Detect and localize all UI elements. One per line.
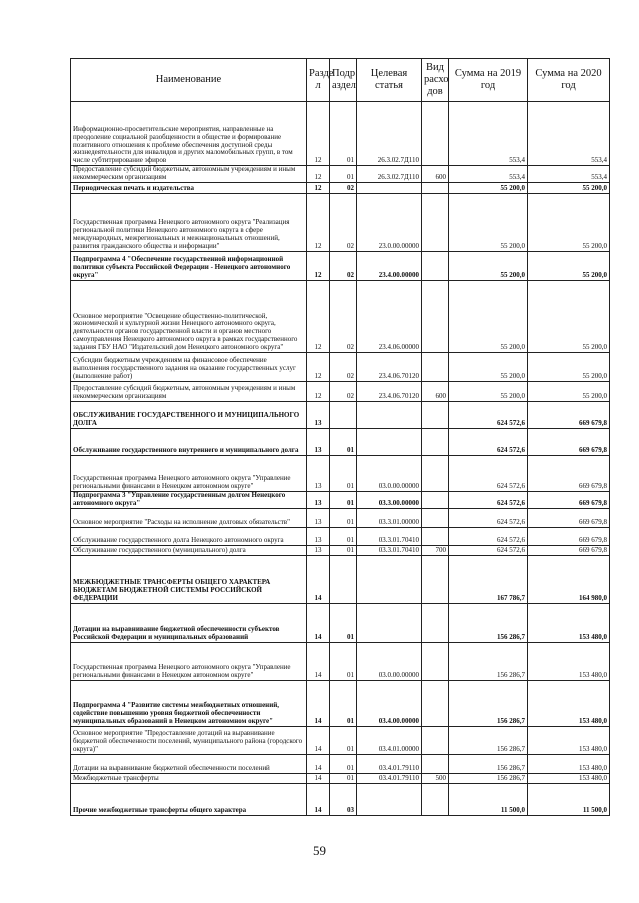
cell-name: Обслуживание государственного долга Ненецкого автономного округа [71, 527, 307, 545]
table-row [71, 102, 610, 166]
cell-target [357, 182, 422, 193]
header-sum-2020: Сумма на 2020 год [528, 59, 610, 102]
cell-target: 23.4.06.70120 [357, 381, 422, 401]
cell-subsection: 02 [330, 280, 357, 352]
cell-section: 13 [307, 545, 330, 555]
cell-expense-type: 500 [422, 773, 449, 783]
cell-name: Основное мероприятие "Предоставление дотаций на выравнивание бюджетной обеспеченности поселений, муниципального района (городского округа)" [71, 726, 307, 754]
cell-sum-2020: 553,4 [528, 166, 610, 183]
cell-name: Межбюджетные трансферты [71, 773, 307, 783]
cell-target: 23.0.00.00000 [357, 193, 422, 251]
cell-sum-2019: 624 572,6 [449, 527, 528, 545]
cell-expense-type [422, 428, 449, 455]
cell-subsection: 02 [330, 251, 357, 280]
cell-target [357, 603, 422, 642]
cell-target: 03.4.01.79110 [357, 773, 422, 783]
cell-sum-2020: 669 679,8 [528, 508, 610, 527]
cell-expense-type [422, 680, 449, 726]
cell-expense-type [422, 783, 449, 815]
header-subsection: Подр аздел [330, 59, 357, 102]
cell-section: 12 [307, 182, 330, 193]
cell-expense-type [422, 455, 449, 491]
cell-expense-type [422, 352, 449, 381]
cell-subsection: 01 [330, 773, 357, 783]
cell-name: МЕЖБЮДЖЕТНЫЕ ТРАНСФЕРТЫ ОБЩЕГО ХАРАКТЕРА БЮДЖЕТАМ БЮДЖЕТНОЙ СИСТЕМЫ РОССИЙСКОЙ ФЕДЕРАЦИИ [71, 555, 307, 603]
page-number: 59 [313, 843, 326, 858]
cell-target: 23.4.06.00000 [357, 280, 422, 352]
cell-name: Предоставление субсидий бюджетным, автономным учреждениям и иным некоммерческим организациям [71, 381, 307, 401]
cell-section: 13 [307, 508, 330, 527]
cell-subsection: 01 [330, 455, 357, 491]
cell-sum-2020: 55 200,0 [528, 182, 610, 193]
cell-sum-2020: 669 679,8 [528, 401, 610, 428]
cell-section: 12 [307, 193, 330, 251]
cell-section: 12 [307, 280, 330, 352]
cell-target: 03.4.01.00000 [357, 726, 422, 754]
cell-section: 12 [307, 251, 330, 280]
cell-section: 13 [307, 527, 330, 545]
table-row [71, 491, 610, 508]
cell-sum-2020: 153 480,0 [528, 642, 610, 680]
cell-section: 13 [307, 455, 330, 491]
cell-expense-type [422, 491, 449, 508]
cell-subsection: 01 [330, 754, 357, 773]
cell-sum-2019: 624 572,6 [449, 491, 528, 508]
header-expense-type: Вид расхо дов [422, 59, 449, 102]
cell-sum-2020: 55 200,0 [528, 193, 610, 251]
table-row [71, 193, 610, 251]
table-row [71, 508, 610, 527]
table-row [71, 603, 610, 642]
cell-target: 03.3.01.70410 [357, 527, 422, 545]
cell-name: Основное мероприятие "Расходы на исполнение долговых обязательств" [71, 508, 307, 527]
cell-section: 13 [307, 401, 330, 428]
cell-subsection: 03 [330, 783, 357, 815]
cell-subsection: 01 [330, 603, 357, 642]
cell-section: 14 [307, 555, 330, 603]
cell-expense-type [422, 102, 449, 166]
cell-sum-2020: 669 679,8 [528, 527, 610, 545]
cell-sum-2019: 55 200,0 [449, 280, 528, 352]
cell-name: Подпрограмма 3 "Управление государственным долгом Ненецкого автономного округа" [71, 491, 307, 508]
cell-sum-2020: 55 200,0 [528, 352, 610, 381]
table-row [71, 166, 610, 183]
cell-subsection: 01 [330, 428, 357, 455]
cell-subsection: 01 [330, 527, 357, 545]
cell-name: Государственная программа Ненецкого автономного округа "Управление региональными финансами в Ненецком автономном округе" [71, 642, 307, 680]
cell-subsection: 01 [330, 642, 357, 680]
table-row [71, 773, 610, 783]
table-row [71, 527, 610, 545]
cell-sum-2020: 164 980,0 [528, 555, 610, 603]
table-row [71, 783, 610, 815]
cell-subsection: 01 [330, 726, 357, 754]
table-row [71, 754, 610, 773]
cell-section: 12 [307, 381, 330, 401]
header-target: Целевая статья [357, 59, 422, 102]
cell-sum-2020: 11 500,0 [528, 783, 610, 815]
cell-sum-2019: 156 286,7 [449, 754, 528, 773]
cell-name: ОБСЛУЖИВАНИЕ ГОСУДАРСТВЕННОГО И МУНИЦИПАЛЬНОГО ДОЛГА [71, 401, 307, 428]
cell-expense-type: 600 [422, 166, 449, 183]
cell-target: 26.3.02.7Д110 [357, 102, 422, 166]
table-header-row [71, 59, 610, 102]
cell-subsection: 01 [330, 491, 357, 508]
cell-sum-2020: 153 480,0 [528, 680, 610, 726]
cell-sum-2020: 55 200,0 [528, 251, 610, 280]
cell-sum-2019: 55 200,0 [449, 251, 528, 280]
table-row [71, 545, 610, 555]
table-row [71, 555, 610, 603]
cell-sum-2019: 156 286,7 [449, 680, 528, 726]
table-row [71, 642, 610, 680]
cell-expense-type [422, 555, 449, 603]
cell-expense-type [422, 401, 449, 428]
table-row [71, 726, 610, 754]
cell-name: Субсидии бюджетным учреждениям на финансовое обеспечение выполнения государственного задания на оказание государственных услуг (выполнение работ) [71, 352, 307, 381]
table-row [71, 381, 610, 401]
cell-expense-type [422, 527, 449, 545]
cell-name: Основное мероприятие "Освещение общественно-политической, экономической и культурной жизни Ненецкого автономного округа, деятельности органов государственной власти и органов местного самоуправления Ненецкого автономного округа в рамках государственного задания ГБУ НАО "Издательский дом Ненецкого автономного округа" [71, 280, 307, 352]
cell-name: Периодическая печать и издательства [71, 182, 307, 193]
cell-name: Информационно-просветительские мероприятия, направленные на преодоление социальной разобщенности в обществе и формирование позитивного отношения к проблеме обеспечения доступной среды жизнедеятельности для инвалидов и других маломобильных групп, в том числе субтитрирование эфиров [71, 102, 307, 166]
table-row [71, 280, 610, 352]
cell-name: Государственная программа Ненецкого автономного округа "Реализация региональной политики Ненецкого автономного округа в сфере международных, межрегиональных и межнациональных отношений, развития гражданского общества и информации" [71, 193, 307, 251]
cell-expense-type: 600 [422, 381, 449, 401]
table-row [71, 182, 610, 193]
cell-name: Подпрограмма 4 "Обеспечение государственной информационной политики субъекта Российской Федерации - Ненецкого автономного округа" [71, 251, 307, 280]
cell-section: 14 [307, 680, 330, 726]
cell-sum-2019: 156 286,7 [449, 773, 528, 783]
cell-section: 14 [307, 726, 330, 754]
cell-target: 03.3.00.00000 [357, 491, 422, 508]
cell-section: 13 [307, 491, 330, 508]
cell-expense-type [422, 754, 449, 773]
cell-sum-2020: 153 480,0 [528, 603, 610, 642]
cell-section: 14 [307, 603, 330, 642]
cell-name: Государственная программа Ненецкого автономного округа "Управление региональными финансами в Ненецком автономном округе" [71, 455, 307, 491]
cell-subsection: 01 [330, 680, 357, 726]
cell-sum-2020: 55 200,0 [528, 280, 610, 352]
cell-sum-2020: 669 679,8 [528, 428, 610, 455]
cell-subsection: 02 [330, 352, 357, 381]
cell-section: 14 [307, 754, 330, 773]
cell-section: 12 [307, 102, 330, 166]
cell-target: 03.3.01.00000 [357, 508, 422, 527]
cell-sum-2020: 669 679,8 [528, 491, 610, 508]
table-row [71, 428, 610, 455]
header-section: Разде л [307, 59, 330, 102]
cell-subsection: 01 [330, 102, 357, 166]
cell-target: 03.0.00.00000 [357, 455, 422, 491]
cell-name: Обслуживание государственного внутреннего и муниципального долга [71, 428, 307, 455]
header-name: Наименование [71, 59, 307, 102]
cell-sum-2019: 55 200,0 [449, 381, 528, 401]
cell-sum-2019: 553,4 [449, 102, 528, 166]
cell-sum-2019: 624 572,6 [449, 508, 528, 527]
cell-expense-type: 700 [422, 545, 449, 555]
cell-section: 12 [307, 352, 330, 381]
cell-target: 03.3.01.70410 [357, 545, 422, 555]
cell-section: 13 [307, 428, 330, 455]
cell-sum-2019: 55 200,0 [449, 182, 528, 193]
cell-target [357, 555, 422, 603]
cell-expense-type [422, 726, 449, 754]
cell-target [357, 428, 422, 455]
cell-subsection: 01 [330, 508, 357, 527]
cell-sum-2019: 55 200,0 [449, 352, 528, 381]
cell-subsection [330, 401, 357, 428]
cell-sum-2020: 55 200,0 [528, 381, 610, 401]
cell-name: Обслуживание государственного (муниципального) долга [71, 545, 307, 555]
table-row [71, 401, 610, 428]
cell-expense-type [422, 193, 449, 251]
cell-target: 26.3.02.7Д110 [357, 166, 422, 183]
cell-name: Предоставление субсидий бюджетным, автономным учреждениям и иным некоммерческим организациям [71, 166, 307, 183]
cell-sum-2020: 669 679,8 [528, 455, 610, 491]
header-sum-2019: Сумма на 2019 год [449, 59, 528, 102]
cell-sum-2019: 11 500,0 [449, 783, 528, 815]
cell-target: 23.4.00.00000 [357, 251, 422, 280]
table-body [71, 102, 610, 816]
cell-expense-type [422, 251, 449, 280]
cell-sum-2020: 669 679,8 [528, 545, 610, 555]
cell-subsection: 02 [330, 193, 357, 251]
cell-sum-2020: 153 480,0 [528, 726, 610, 754]
cell-sum-2019: 156 286,7 [449, 642, 528, 680]
cell-sum-2020: 153 480,0 [528, 773, 610, 783]
cell-subsection: 02 [330, 381, 357, 401]
cell-subsection: 01 [330, 166, 357, 183]
cell-name: Дотации на выравнивание бюджетной обеспеченности поселений [71, 754, 307, 773]
cell-name: Подпрограмма 4 "Развитие системы межбюджетных отношений, содействие повышению уровня бюджетной обеспеченности муниципальных образований в Ненецком автономном округе" [71, 680, 307, 726]
cell-sum-2019: 624 572,6 [449, 428, 528, 455]
cell-target [357, 783, 422, 815]
cell-expense-type [422, 642, 449, 680]
cell-sum-2019: 624 572,6 [449, 545, 528, 555]
cell-target [357, 401, 422, 428]
cell-section: 14 [307, 642, 330, 680]
cell-sum-2019: 624 572,6 [449, 401, 528, 428]
cell-expense-type [422, 182, 449, 193]
cell-section: 14 [307, 773, 330, 783]
cell-subsection: 01 [330, 545, 357, 555]
cell-target: 03.4.00.00000 [357, 680, 422, 726]
table-row [71, 352, 610, 381]
cell-sum-2020: 153 480,0 [528, 754, 610, 773]
cell-sum-2019: 624 572,6 [449, 455, 528, 491]
cell-target: 03.4.01.79110 [357, 754, 422, 773]
budget-table [70, 58, 610, 816]
cell-target: 03.0.00.00000 [357, 642, 422, 680]
cell-expense-type [422, 280, 449, 352]
cell-target: 23.4.06.70120 [357, 352, 422, 381]
cell-sum-2019: 55 200,0 [449, 193, 528, 251]
cell-subsection [330, 555, 357, 603]
cell-sum-2019: 156 286,7 [449, 726, 528, 754]
table-row [71, 680, 610, 726]
cell-expense-type [422, 508, 449, 527]
cell-sum-2019: 156 286,7 [449, 603, 528, 642]
cell-subsection: 02 [330, 182, 357, 193]
table-row [71, 455, 610, 491]
cell-sum-2020: 553,4 [528, 102, 610, 166]
table-row [71, 251, 610, 280]
cell-name: Прочие межбюджетные трансферты общего характера [71, 783, 307, 815]
cell-expense-type [422, 603, 449, 642]
cell-section: 14 [307, 783, 330, 815]
cell-name: Дотации на выравнивание бюджетной обеспеченности субъектов Российской Федерации и муниципальных образований [71, 603, 307, 642]
cell-sum-2019: 553,4 [449, 166, 528, 183]
cell-section: 12 [307, 166, 330, 183]
cell-sum-2019: 167 786,7 [449, 555, 528, 603]
